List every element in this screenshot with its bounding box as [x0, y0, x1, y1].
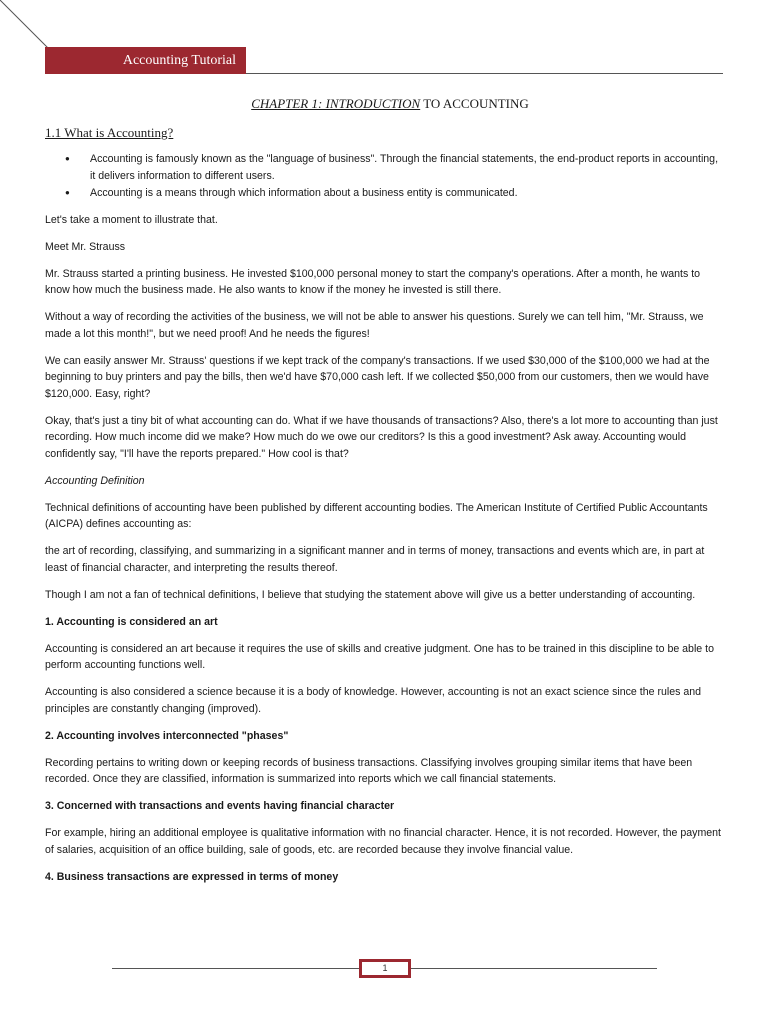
page-number: 1 [362, 962, 408, 975]
subheading: 1. Accounting is considered an art [45, 615, 218, 628]
definition-heading: Accounting Definition [45, 474, 145, 487]
list-item: ● Accounting is a means through which information about a business entity is communicated. [45, 185, 725, 202]
paragraph: Accounting is also considered a science because it is a body of knowledge. However, accounting is not an exact science since the rules and principles are constantly changing (improved). [45, 686, 702, 715]
header-tab [45, 47, 246, 74]
subheading: 2. Accounting involves interconnected "phases" [45, 729, 289, 742]
page-number-box [359, 959, 411, 978]
paragraph: Technical definitions of accounting have been published by different accounting bodies. The American Institute of Certified Public Accountants (AICPA) defines accounting as: [45, 501, 708, 530]
paragraph: Accounting is considered an art because it requires the use of skills and creative judgment. One has to be trained in this discipline to be able to perform accounting functions well. [45, 642, 714, 671]
paragraph: We can easily answer Mr. Strauss' questions if we kept track of the company's transactions. If we used $30,000 of the $100,000 we had at the beginning to buy printers and pay the bills, then we'd have $70,000 cash left. If we collected $50,000 from our customers, then we would have $120,000. Easy, right? [45, 354, 710, 400]
paragraph: Okay, that's just a tiny bit of what accounting can do. What if we have thousands of transactions? Also, there's a lot more to accounting than just recording. How much income did we make? How much do we owe our creditors? Is this a good investment? Ask away. Accounting would confidently say, "I'll have the reports prepared." How cool is that? [45, 414, 718, 460]
paragraph: Meet Mr. Strauss [45, 240, 126, 253]
paragraph: Though I am not a fan of technical definitions, I believe that studying the statement above will give us a better understanding of accounting. [45, 588, 696, 601]
definition-quote: the art of recording, classifying, and summarizing in a significant manner and in terms of money, transactions and events which are, in part at least of financial character, and interpreting the results thereof. [45, 545, 705, 574]
chapter-title-part1: CHAPTER 1: INTRODUCTION [251, 96, 421, 111]
list-item: ● Accounting is famously known as the "language of business". Through the financial statements, the end-product reports in accounting, it delivers information to different users. [45, 151, 725, 184]
section-title: 1.1 What is Accounting? [45, 124, 174, 140]
paragraph: Let's take a moment to illustrate that. [45, 213, 218, 226]
header-rule [246, 73, 723, 74]
paragraph: Mr. Strauss started a printing business. He invested $100,000 personal money to start the company's operations. After a month, he wants to know how much the business made. He also wants to know if the money he invested is still there. [45, 267, 701, 296]
document-body [45, 92, 725, 896]
paragraph: Recording pertains to writing down or keeping records of business transactions. Classifying involves grouping similar items that have been recorded. Once they are classified, information is summarized into reports which we call financial statements. [45, 756, 693, 785]
paragraph: For example, hiring an additional employee is qualitative information with no financial character. Hence, it is not recorded. However, the payment of salaries, acquisition of an office building, sale of goods, etc. are recorded because they involve financial value. [45, 827, 722, 856]
subheading: 3. Concerned with transactions and events having financial character [45, 800, 395, 812]
chapter-title [45, 96, 725, 113]
subheading: 4. Business transactions are expressed in terms of money [45, 870, 339, 883]
bullet-list [45, 151, 725, 202]
paragraph: Without a way of recording the activities of the business, we will not be able to answer his questions. Surely we can tell him, "Mr. Strauss, we made a lot this month!", but we need proof! And he needs the figures! [45, 311, 704, 340]
chapter-title-part2: TO ACCOUNTING [420, 96, 529, 111]
header-tab-label: Accounting Tutorial [122, 52, 236, 68]
